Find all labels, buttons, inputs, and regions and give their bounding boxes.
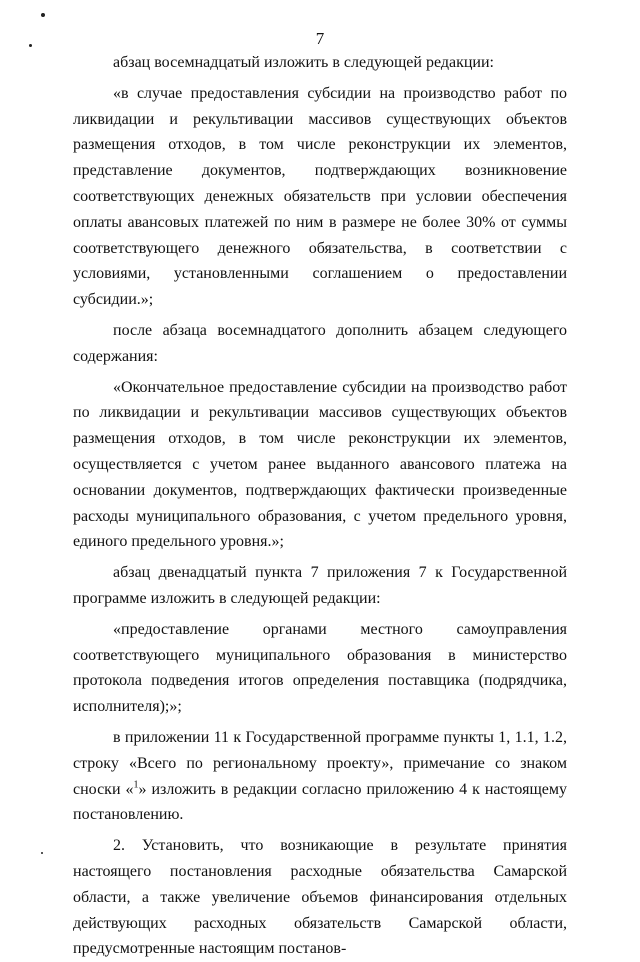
paragraph: абзац восемнадцатый изложить в следующей редакции: — [113, 54, 494, 71]
paragraph-final: 2. Установить, что возникающие в результате принятия настоящего постановления расходные обязательства Самарской области, а также увеличение объемов финансирования отдельных действующих расходных обязательств Самарской области, предусмотренные настоящим постанов- — [73, 837, 567, 958]
paragraph: после абзаца восемнадцатого дополнить абзацем следующего содержания: — [73, 321, 567, 365]
page-number: 7 — [315, 29, 325, 48]
paragraph: «в случае предоставления субсидии на производство работ по ликвидации и рекультивации массивов существующих объектов размещения отходов, в том числе реконструкции их элементов, представление документов, подтверждающих возникновение соответствующих денежных обязательств при условии обеспечения оплаты авансовых платежей по ним в размере не более 30% от суммы соответствующего денежного обязательства, в соответствии с условиями, установленными соглашением о предоставлении субсидии.»; — [73, 84, 567, 309]
paragraph-text-after: » изложить в редакции согласно приложению 4 к настоящему постановлению. — [73, 780, 567, 824]
paragraph: «предоставление органами местного самоуправления соответствующего муниципального образования в министерство протокола подведения итогов определения поставщика (подрядчика, исполнителя);»; — [73, 620, 567, 716]
paragraph-footnote-reference — [73, 725, 567, 828]
document-body — [73, 50, 567, 962]
footnote-superscript: 1 — [133, 779, 139, 791]
scan-dot-mark — [41, 13, 45, 17]
paragraph-text-before: в приложении 11 к Государственной программе пункты 1, 1.1, 1.2, строку «Всего по региональному проекту», примечание со знаком сноски « — [73, 728, 567, 798]
paragraph: абзац двенадцатый пункта 7 приложения 7 к Государственной программе изложить в следующей редакции: — [73, 564, 567, 607]
paragraph: «Окончательное предоставление субсидии на производство работ по ликвидации и рекультивации массивов существующих объектов размещения отходов, в том числе реконструкции их элементов, осуществляется с учетом ранее выданного авансового платежа на основании документов, подтверждающих фактически произведенные расходы муниципального образования, с учетом предельного уровня, единого предельного уровня.»; — [73, 378, 567, 551]
scan-dot-mark — [41, 852, 43, 854]
